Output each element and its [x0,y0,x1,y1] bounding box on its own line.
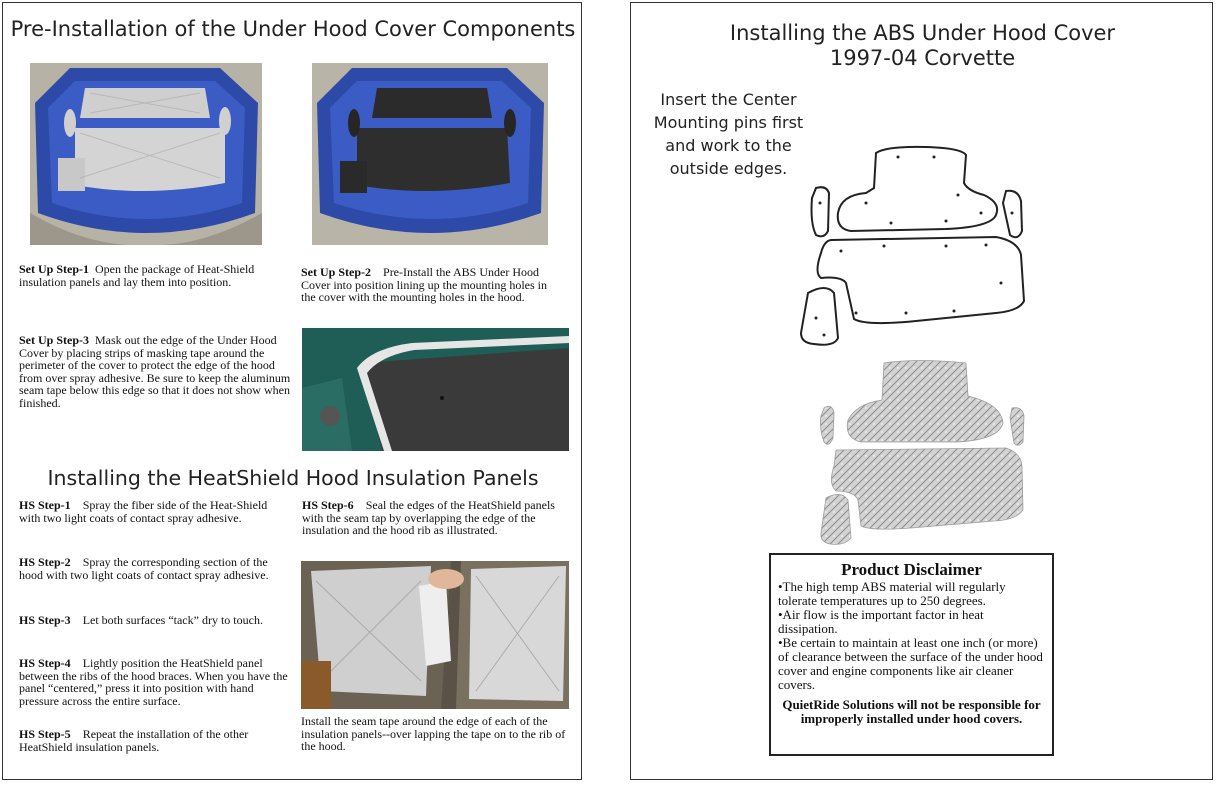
seam-tape-photo [301,561,569,709]
hs-step-2-label: HS Step-2 [19,555,71,569]
product-disclaimer-box [769,553,1054,756]
hs-step-1-text: Spray the fiber side of the Heat-Shield with two light coats of contact spray adhesive. [19,498,268,525]
setup-step-3-label: Set Up Step-3 [19,333,90,347]
hs-step-6-label: HS Step-6 [302,498,354,512]
hs-step-3 [19,614,291,627]
insulation-panels-diagram [816,358,1031,548]
right-page-title [631,21,1214,71]
disclaimer-bullet-2: •Air flow is the important factor in heat dissipation. [778,607,984,636]
masking-tape-photo [302,328,569,451]
hood-cover-photo [312,63,548,245]
setup-step-1-label: Set Up Step-1 [19,262,90,276]
hs-step-2 [19,556,291,581]
hs-step-4-label: HS Step-4 [19,656,71,670]
insert-pins-note: Insert the Center Mounting pins first and work to the outside edges. [653,90,804,178]
disclaimer-bullet-1: •The high temp ABS material will regularly tolerate temperatures up to 250 degrees. [778,579,1006,608]
setup-step-3-text: Mask out the edge of the Under Hood Cover by placing strips of masking tape around the perimeter of the cover to protect the edge of the hood from over spray adhesive. Be sure to keep the aluminum seam tape below this edge so that it does not show when finished. [19,333,291,410]
setup-step-2-text: Pre-Install the ABS Under Hood Cover into position lining up the mounting holes in the cover with the mounting holes in the hood. [301,265,547,304]
setup-step-3 [19,334,291,409]
left-page [2,2,582,780]
hs-step-5-text: Repeat the installation of the other HeatShield insulation panels. [19,727,249,754]
hs-step-5-label: HS Step-5 [19,727,71,741]
hs-step-3-text: Let both surfaces “tack” dry to touch. [82,613,263,627]
hs-step-1 [19,499,291,524]
hs-step-2-text: Spray the corresponding section of the hood with two light coats of contact spray adhesive. [19,555,269,582]
setup-step-2-label: Set Up Step-2 [301,265,372,279]
title-line-2: 1997-04 Corvette [829,46,1016,70]
hs-step-4-text: Lightly position the HeatShield panel between the ribs of the hood braces. When you have the panel “centered,” press it into position with hand pressure across the entire surface. [19,656,288,708]
hs-step-6 [302,499,574,537]
right-page [630,2,1213,780]
disclaimer-title: Product Disclaimer [841,560,982,579]
cover-outline-diagram [796,143,1036,353]
hs-step-1-label: HS Step-1 [19,498,71,512]
title-line-1: Installing the ABS Under Hood Cover [729,21,1116,45]
left-page-title: Pre-Installation of the Under Hood Cover Components [10,17,576,41]
heatshield-section-title: Installing the HeatShield Hood Insulation Panels [47,466,539,490]
seam-tape-caption: Install the seam tape around the edge of each of the insulation panels--over lapping the tape on to the rib of the hood. [301,714,566,753]
hs-step-3-label: HS Step-3 [19,613,71,627]
setup-step-1-text: Open the package of Heat-Shield insulation panels and lay them into position. [19,262,255,289]
hood-insulation-photo [30,63,262,245]
hs-step-6-text: Seal the edges of the HeatShield panels with the seam tap by overlapping the edge of the insulation and the hood rib as illustrated. [302,498,555,537]
disclaimer-footer: QuietRide Solutions will not be responsible for improperly installed under hood covers. [782,697,1041,726]
hs-step-4 [19,657,291,707]
hs-step-5 [19,728,291,753]
disclaimer-bullet-3: •Be certain to maintain at least one inch (or more) of clearance between the surface of the under hood cover and engine components like air cleaner covers. [778,635,1043,692]
setup-step-2 [301,266,559,304]
setup-step-1 [19,263,264,288]
